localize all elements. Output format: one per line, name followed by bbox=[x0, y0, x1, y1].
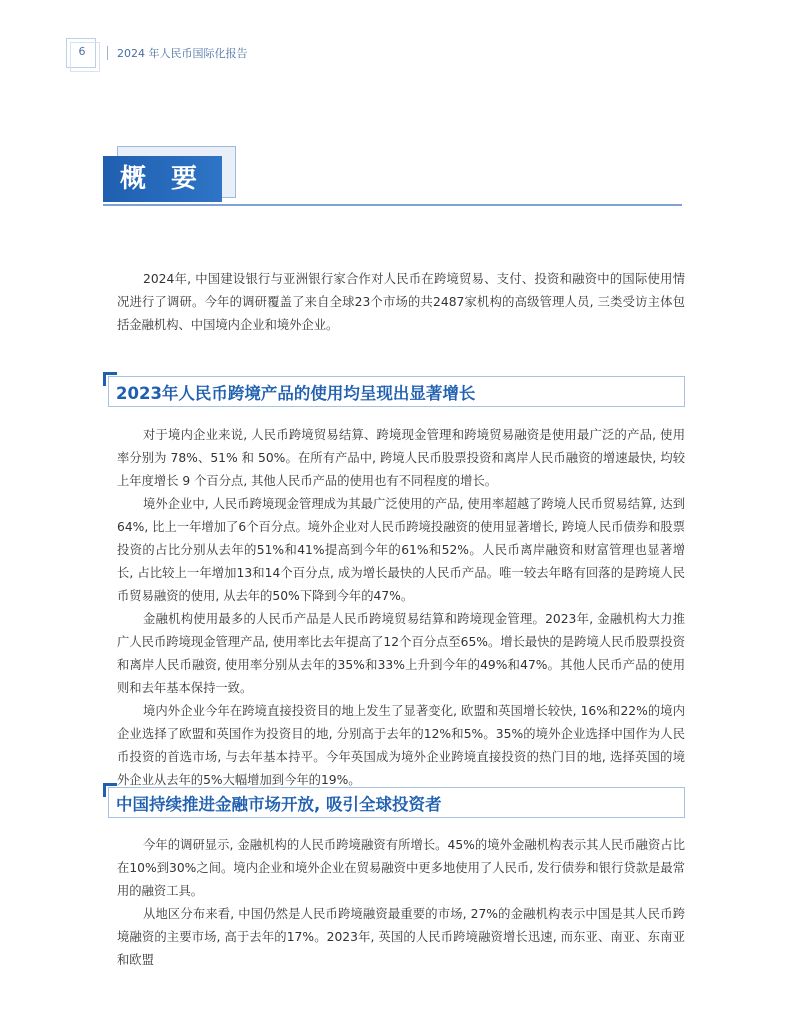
overview-title: 概 要 bbox=[119, 164, 206, 194]
section1-paragraph-4: 境内外企业今年在跨境直接投资目的地上发生了显著变化, 欧盟和英国增长较快, 16%和22%的境内企业选择了欧盟和英国作为投资目的地, 分别高于去年的12%和5%。35%的境外企业选择中国作为人民币投资的首选市场, 与去年基本持平。今年英国成为境外企业跨境直接投资的热门目的地, 选择英国的境外企业从去年的5%大幅增加到今年的19%。 bbox=[117, 704, 685, 787]
header-divider bbox=[107, 46, 108, 60]
page-number-box bbox=[66, 38, 96, 68]
section2-paragraph-1: 今年的调研显示, 金融机构的人民币跨境融资有所增长。45%的境外金融机构表示其人民币融资占比在10%到30%之间。境内企业和境外企业在贸易融资中更多地使用了人民币, 发行债券和银行贷款是最常用的融资工具。 bbox=[117, 838, 685, 898]
section1-paragraph-2: 境外企业中, 人民币跨境现金管理成为其最广泛使用的产品, 使用率超越了跨境人民币贸易结算, 达到64%, 比上一年增加了6个百分点。境外企业对人民币跨境投融资的使用显著增长, 跨境人民币债券和股票投资的占比分别从去年的51%和41%提高到今年的61%和52%。人民币离岸融资和财富管理也显著增长, 占比较上一年增加13和14个百分点, 成为增长最快的人民币产品。唯一较去年略有回落的是跨境人民币贸易融资的使用, 从去年的50%下降到今年的47%。 bbox=[117, 497, 685, 603]
section2-heading-corner bbox=[103, 783, 117, 797]
section1-paragraph-3: 金融机构使用最多的人民币产品是人民币跨境贸易结算和跨境现金管理。2023年, 金融机构大力推广人民币跨境现金管理产品, 使用率比去年提高了12个百分点至65%。增长最快的是跨境人民币股票投资和离岸人民币融资, 使用率分别从去年的35%和33%上升到今年的49%和47%。其他人民币产品的使用则和去年基本保持一致。 bbox=[117, 612, 685, 695]
section1-paragraph-1: 对于境内企业来说, 人民币跨境贸易结算、跨境现金管理和跨境贸易融资是使用最广泛的产品, 使用率分别为 78%、51% 和 50%。在所有产品中, 跨境人民币股票投资和离岸人民币融资的增速最快, 均较上年度增长 9 个百分点, 其他人民币产品的使用也有不同程度的增长。 bbox=[117, 428, 685, 488]
section2-paragraph-2: 从地区分布来看, 中国仍然是人民币跨境融资最重要的市场, 27%的金融机构表示中国是其人民币跨境融资的主要市场, 高于去年的17%。2023年, 英国的人民币跨境融资增长迅速, 而东亚、南亚、东南亚和欧盟 bbox=[117, 907, 685, 967]
section1-title: 2023年人民币跨境产品的使用均呈现出显著增长 bbox=[116, 384, 476, 403]
section1-heading-corner bbox=[103, 372, 117, 386]
section2-title: 中国持续推进金融市场开放, 吸引全球投资者 bbox=[116, 795, 442, 814]
report-title: 2024 年人民币国际化报告 bbox=[117, 47, 248, 60]
overview-rule bbox=[103, 204, 682, 206]
intro-paragraph: 2024年, 中国建设银行与亚洲银行家合作对人民币在跨境贸易、支付、投资和融资中的国际使用情况进行了调研。今年的调研覆盖了来自全球23个市场的共2487家机构的高级管理人员, 三类受访主体包括金融机构、中国境内企业和境外企业。 bbox=[117, 272, 685, 332]
page-number: 6 bbox=[78, 45, 86, 58]
